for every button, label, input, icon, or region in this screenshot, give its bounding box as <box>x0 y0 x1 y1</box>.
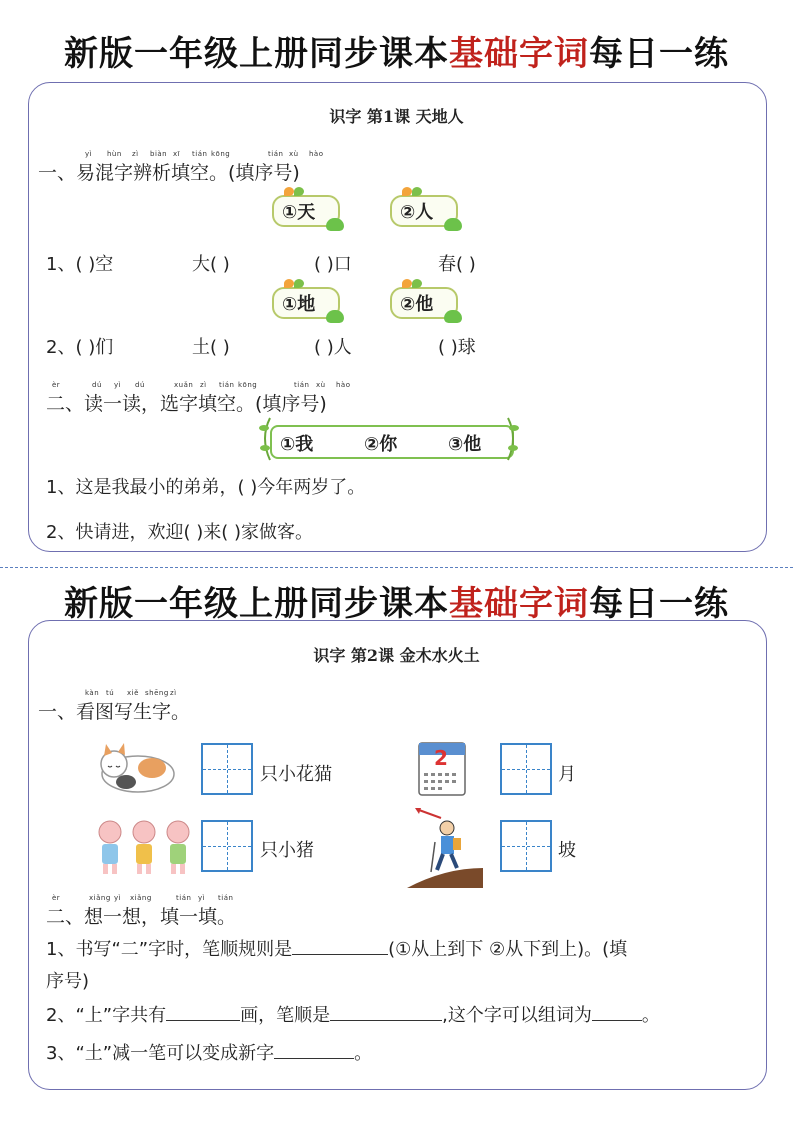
pinyin: biàn <box>150 150 168 158</box>
pinyin: dú <box>135 381 145 389</box>
title-part-a: 新版一年级上册同步课本 <box>64 34 449 74</box>
pinyin: xuǎn <box>174 381 194 389</box>
section-2-label: 二、想一想，填一填。 <box>46 906 237 928</box>
fill-item: 1、( )空 <box>46 254 114 275</box>
pinyin: xù <box>316 381 326 389</box>
answer-blank[interactable] <box>274 1040 354 1059</box>
title-part-b: 每日一练 <box>589 584 729 624</box>
sentence-2: 2、快请进，欢迎( )来( )家做客。 <box>46 522 313 543</box>
pinyin: yì <box>198 894 206 902</box>
svg-text:2: 2 <box>434 746 448 770</box>
question-3 <box>46 1039 372 1065</box>
lesson-heading-1: 识字 第1课 天地人 <box>329 107 464 126</box>
fill-item: 春( ) <box>438 254 476 275</box>
question-text: 1、书写“二”字时，笔顺规则是 <box>46 939 293 960</box>
pinyin: tián <box>268 150 284 158</box>
title-part-red: 基础字词 <box>449 584 589 624</box>
pinyin: zì <box>132 150 139 158</box>
pinyin: shēng <box>145 689 169 697</box>
choice-card <box>272 287 340 319</box>
answer-blank[interactable] <box>330 1002 442 1021</box>
question-1 <box>46 935 627 961</box>
question-text: ,这个字可以组词为 <box>442 1005 592 1026</box>
pinyin: xiǎng <box>130 894 152 902</box>
pinyin: zì <box>200 381 207 389</box>
fill-item: 土( ) <box>192 337 230 358</box>
page-divider <box>0 567 793 568</box>
item-label: 只小猪 <box>260 840 314 861</box>
item-label: 只小花猫 <box>260 764 332 785</box>
title-part-b: 每日一练 <box>589 34 729 74</box>
calendar-picture <box>416 735 468 799</box>
question-text: 。 <box>641 1005 660 1026</box>
section-1-label: 一、易混字辨析填空。(填序号) <box>38 162 300 184</box>
choice-text: ①我 <box>280 434 314 455</box>
choice-card <box>390 287 458 319</box>
lesson-heading-2: 识字 第2课 金木水火土 <box>313 646 480 665</box>
answer-blank[interactable] <box>166 1002 240 1021</box>
pinyin: èr <box>52 381 61 389</box>
section-2-label: 二、读一读，选字填空。(填序号) <box>46 393 327 415</box>
title-part-red: 基础字词 <box>449 34 589 74</box>
leaf-icon <box>284 187 294 196</box>
pinyin: xiǎng <box>89 894 111 902</box>
pinyin: tián <box>218 894 234 902</box>
choice-card <box>272 195 340 227</box>
question-text: (①从上到下 ②从下到上)。(填 <box>388 939 628 960</box>
item-label: 坡 <box>558 840 576 861</box>
pinyin: tián <box>176 894 192 902</box>
choice-text: ②人 <box>400 202 434 223</box>
leaf-icon <box>412 279 422 288</box>
vine-right-icon <box>498 416 520 462</box>
pinyin: èr <box>52 894 61 902</box>
leaf-icon <box>412 187 422 196</box>
item-label: 月 <box>558 764 576 785</box>
pinyin: tián <box>294 381 310 389</box>
pinyin: xī <box>173 150 181 158</box>
pinyin: hùn <box>107 150 122 158</box>
writing-grid[interactable] <box>201 743 253 795</box>
page-title-1 <box>0 26 793 75</box>
pinyin: hào <box>309 150 324 158</box>
question-2 <box>46 1001 660 1027</box>
pinyin: dú <box>92 381 102 389</box>
frog-icon <box>444 218 462 231</box>
frog-icon <box>444 310 462 323</box>
pinyin: tú <box>106 689 115 697</box>
pinyin: xù <box>289 150 299 158</box>
question-1-cont: 序号) <box>46 971 90 992</box>
writing-grid[interactable] <box>201 820 253 872</box>
choice-text: ②你 <box>364 434 398 455</box>
pinyin: yì <box>114 894 122 902</box>
choice-text: ①天 <box>282 202 316 223</box>
leaf-icon <box>294 279 304 288</box>
page-title-2 <box>0 576 793 625</box>
choice-text: ②他 <box>400 294 434 315</box>
fill-item: ( )球 <box>438 337 476 358</box>
writing-grid[interactable] <box>500 820 552 872</box>
title-part-a: 新版一年级上册同步课本 <box>64 584 449 624</box>
choices-box <box>270 425 514 459</box>
pinyin: yì <box>114 381 122 389</box>
pinyin: xiě <box>127 689 139 697</box>
answer-blank[interactable] <box>592 1002 642 1021</box>
pinyin: kōng <box>238 381 258 389</box>
question-text: 。 <box>354 1043 373 1064</box>
fill-item: ( )人 <box>314 337 352 358</box>
writing-grid[interactable] <box>500 743 552 795</box>
question-text: 3、“土”减一笔可以变成新字 <box>46 1043 275 1064</box>
pinyin: kōng <box>211 150 231 158</box>
question-text: 2、“上”字共有 <box>46 1005 167 1026</box>
choice-text: ③他 <box>448 434 482 455</box>
cat-picture <box>92 738 176 796</box>
choice-card <box>390 195 458 227</box>
pinyin: tián <box>219 381 235 389</box>
pinyin: tián <box>192 150 208 158</box>
leaf-icon <box>402 279 412 288</box>
leaf-icon <box>402 187 412 196</box>
fill-item: ( )口 <box>314 254 352 275</box>
pinyin: hào <box>336 381 351 389</box>
answer-blank[interactable] <box>292 936 388 955</box>
vine-left-icon <box>258 416 280 462</box>
fill-item: 2、( )们 <box>46 337 114 358</box>
frog-icon <box>326 310 344 323</box>
fill-item: 大( ) <box>192 254 230 275</box>
pinyin: kàn <box>85 689 100 697</box>
choice-text: ①地 <box>282 294 316 315</box>
question-text: 画，笔顺是 <box>240 1005 331 1026</box>
section-1-label: 一、看图写生字。 <box>38 701 191 723</box>
hill-climber-picture <box>405 806 485 890</box>
pigs-picture <box>94 816 194 876</box>
pinyin: yì <box>85 150 93 158</box>
pinyin: zì <box>170 689 177 697</box>
frog-icon <box>326 218 344 231</box>
leaf-icon <box>294 187 304 196</box>
sentence-1: 1、这是我最小的弟弟，( )今年两岁了。 <box>46 477 366 498</box>
leaf-icon <box>284 279 294 288</box>
